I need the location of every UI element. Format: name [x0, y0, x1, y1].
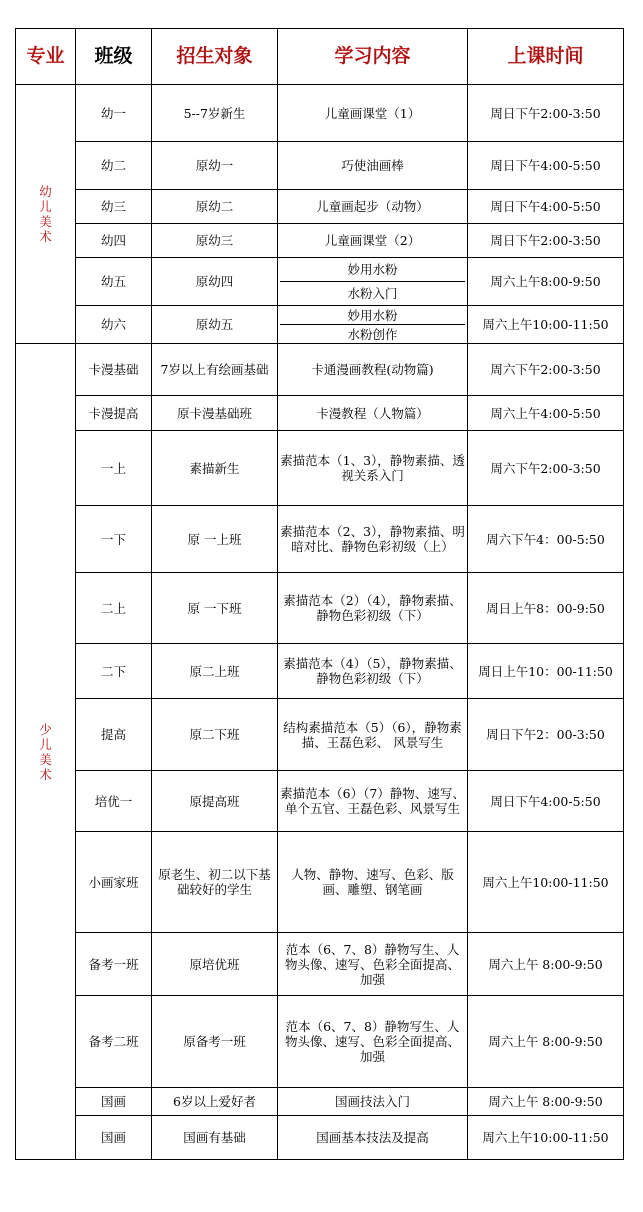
content-part: 妙用水粉	[347, 307, 398, 323]
major-cell	[16, 85, 76, 344]
major-char: 术	[39, 766, 52, 782]
table-row	[16, 258, 624, 306]
content-cell	[278, 258, 468, 306]
content-cell: 人物、静物、速写、色彩、版画、雕塑、钢笔画	[278, 832, 468, 933]
class-cell: 卡漫基础	[76, 344, 152, 396]
target-cell: 原培优班	[152, 933, 278, 996]
table-row	[16, 85, 624, 142]
class-cell: 小画家班	[76, 832, 152, 933]
class-schedule-table	[15, 28, 624, 1160]
time-cell: 周日下午4:00-5:50	[468, 142, 624, 190]
class-cell: 幼一	[76, 85, 152, 142]
class-cell: 培优一	[76, 771, 152, 832]
content-cell: 儿童画课堂（1）	[278, 85, 468, 142]
time-cell: 周日下午4:00-5:50	[468, 190, 624, 224]
class-cell: 备考一班	[76, 933, 152, 996]
time-cell: 周六上午10:00-11:50	[468, 832, 624, 933]
content-cell	[278, 306, 468, 344]
content-cell: 卡漫教程（人物篇）	[278, 396, 468, 431]
target-cell: 原幼五	[152, 306, 278, 344]
target-cell: 原 一下班	[152, 573, 278, 644]
class-cell: 二下	[76, 644, 152, 699]
table-row	[16, 190, 624, 224]
time-cell: 周六下午4：00-5:50	[468, 506, 624, 573]
major-char: 儿	[39, 199, 52, 214]
table-row	[16, 224, 624, 258]
header-content: 学习内容	[278, 29, 468, 85]
major-char: 少	[39, 721, 52, 737]
target-cell: 6岁以上爱好者	[152, 1088, 278, 1116]
target-cell: 原老生、初二以下基础较好的学生	[152, 832, 278, 933]
class-cell: 幼二	[76, 142, 152, 190]
content-cell: 卡通漫画教程(动物篇)	[278, 344, 468, 396]
target-cell: 5--7岁新生	[152, 85, 278, 142]
content-part: 水粉入门	[280, 281, 465, 305]
major-char: 术	[39, 229, 52, 244]
time-cell: 周日下午4:00-5:50	[468, 771, 624, 832]
table-row	[16, 306, 624, 344]
class-cell: 国画	[76, 1088, 152, 1116]
target-cell: 7岁以上有绘画基础	[152, 344, 278, 396]
content-cell: 素描范本（2）（4），静物素描、静物色彩初级（下）	[278, 573, 468, 644]
target-cell: 国画有基础	[152, 1116, 278, 1160]
time-cell: 周六上午 8:00-9:50	[468, 996, 624, 1088]
content-cell: 儿童画课堂（2）	[278, 224, 468, 258]
content-part: 妙用水粉	[347, 262, 398, 277]
target-cell: 原幼三	[152, 224, 278, 258]
major-char: 美	[39, 751, 52, 767]
table-row	[16, 1088, 624, 1116]
time-cell: 周六上午10:00-11:50	[468, 306, 624, 344]
class-cell: 一上	[76, 431, 152, 506]
class-cell: 幼四	[76, 224, 152, 258]
time-cell: 周日上午8：00-9:50	[468, 573, 624, 644]
class-cell: 一下	[76, 506, 152, 573]
target-cell: 原卡漫基础班	[152, 396, 278, 431]
target-cell: 素描新生	[152, 431, 278, 506]
target-cell: 原二上班	[152, 644, 278, 699]
time-cell: 周日下午2：00-3:50	[468, 699, 624, 771]
content-cell: 素描范本（6）（7）静物、速写、单个五官、王磊色彩、风景写生	[278, 771, 468, 832]
table-row	[16, 933, 624, 996]
class-cell: 幼六	[76, 306, 152, 344]
table-row	[16, 573, 624, 644]
content-cell: 素描范本（4）（5），静物素描、静物色彩初级（下）	[278, 644, 468, 699]
content-cell: 素描范本（2、3），静物素描、明暗对比、静物色彩初级（上）	[278, 506, 468, 573]
time-cell: 周六上午 8:00-9:50	[468, 933, 624, 996]
content-cell: 巧使油画棒	[278, 142, 468, 190]
time-cell: 周日下午2:00-3:50	[468, 224, 624, 258]
header-time: 上课时间	[468, 29, 624, 85]
time-cell: 周六上午4:00-5:50	[468, 396, 624, 431]
content-cell: 儿童画起步（动物）	[278, 190, 468, 224]
time-cell: 周日下午2:00-3:50	[468, 85, 624, 142]
content-cell: 国画基本技法及提高	[278, 1116, 468, 1160]
table-row	[16, 142, 624, 190]
target-cell: 原幼二	[152, 190, 278, 224]
class-cell: 二上	[76, 573, 152, 644]
target-cell: 原二下班	[152, 699, 278, 771]
class-cell: 幼三	[76, 190, 152, 224]
table-row	[16, 396, 624, 431]
content-part: 水粉创作	[280, 324, 465, 343]
time-cell: 周日上午10：00-11:50	[468, 644, 624, 699]
table-row	[16, 699, 624, 771]
target-cell: 原备考一班	[152, 996, 278, 1088]
class-cell: 卡漫提高	[76, 396, 152, 431]
time-cell: 周六下午2:00-3:50	[468, 431, 624, 506]
table-row	[16, 431, 624, 506]
class-cell: 提高	[76, 699, 152, 771]
header-target: 招生对象	[152, 29, 278, 85]
header-major: 专业	[16, 29, 76, 85]
target-cell: 原 一上班	[152, 506, 278, 573]
major-char: 幼	[39, 184, 52, 199]
header-row	[16, 29, 624, 85]
class-cell: 幼五	[76, 258, 152, 306]
time-cell: 周六下午2:00-3:50	[468, 344, 624, 396]
content-cell: 国画技法入门	[278, 1088, 468, 1116]
table-row	[16, 344, 624, 396]
target-cell: 原幼一	[152, 142, 278, 190]
content-cell: 素描范本（1、3），静物素描、透视关系入门	[278, 431, 468, 506]
major-char: 美	[39, 214, 52, 229]
target-cell: 原幼四	[152, 258, 278, 306]
table-row	[16, 771, 624, 832]
content-cell: 范本（6、7、8）静物写生、人物头像、速写、色彩全面提高、加强	[278, 933, 468, 996]
class-cell: 备考二班	[76, 996, 152, 1088]
table-row	[16, 832, 624, 933]
time-cell: 周六上午 8:00-9:50	[468, 1088, 624, 1116]
table-row	[16, 996, 624, 1088]
content-cell: 结构素描范本（5）（6），静物素描、王磊色彩、 风景写生	[278, 699, 468, 771]
major-cell	[16, 344, 76, 1160]
target-cell: 原提高班	[152, 771, 278, 832]
time-cell: 周六上午10:00-11:50	[468, 1116, 624, 1160]
major-char: 儿	[39, 736, 52, 752]
class-cell: 国画	[76, 1116, 152, 1160]
header-class: 班级	[76, 29, 152, 85]
time-cell: 周六上午8:00-9:50	[468, 258, 624, 306]
table-row	[16, 1116, 624, 1160]
table-row	[16, 506, 624, 573]
table-row	[16, 644, 624, 699]
content-cell: 范本（6、7、8）静物写生、人物头像、速写、色彩全面提高、加强	[278, 996, 468, 1088]
